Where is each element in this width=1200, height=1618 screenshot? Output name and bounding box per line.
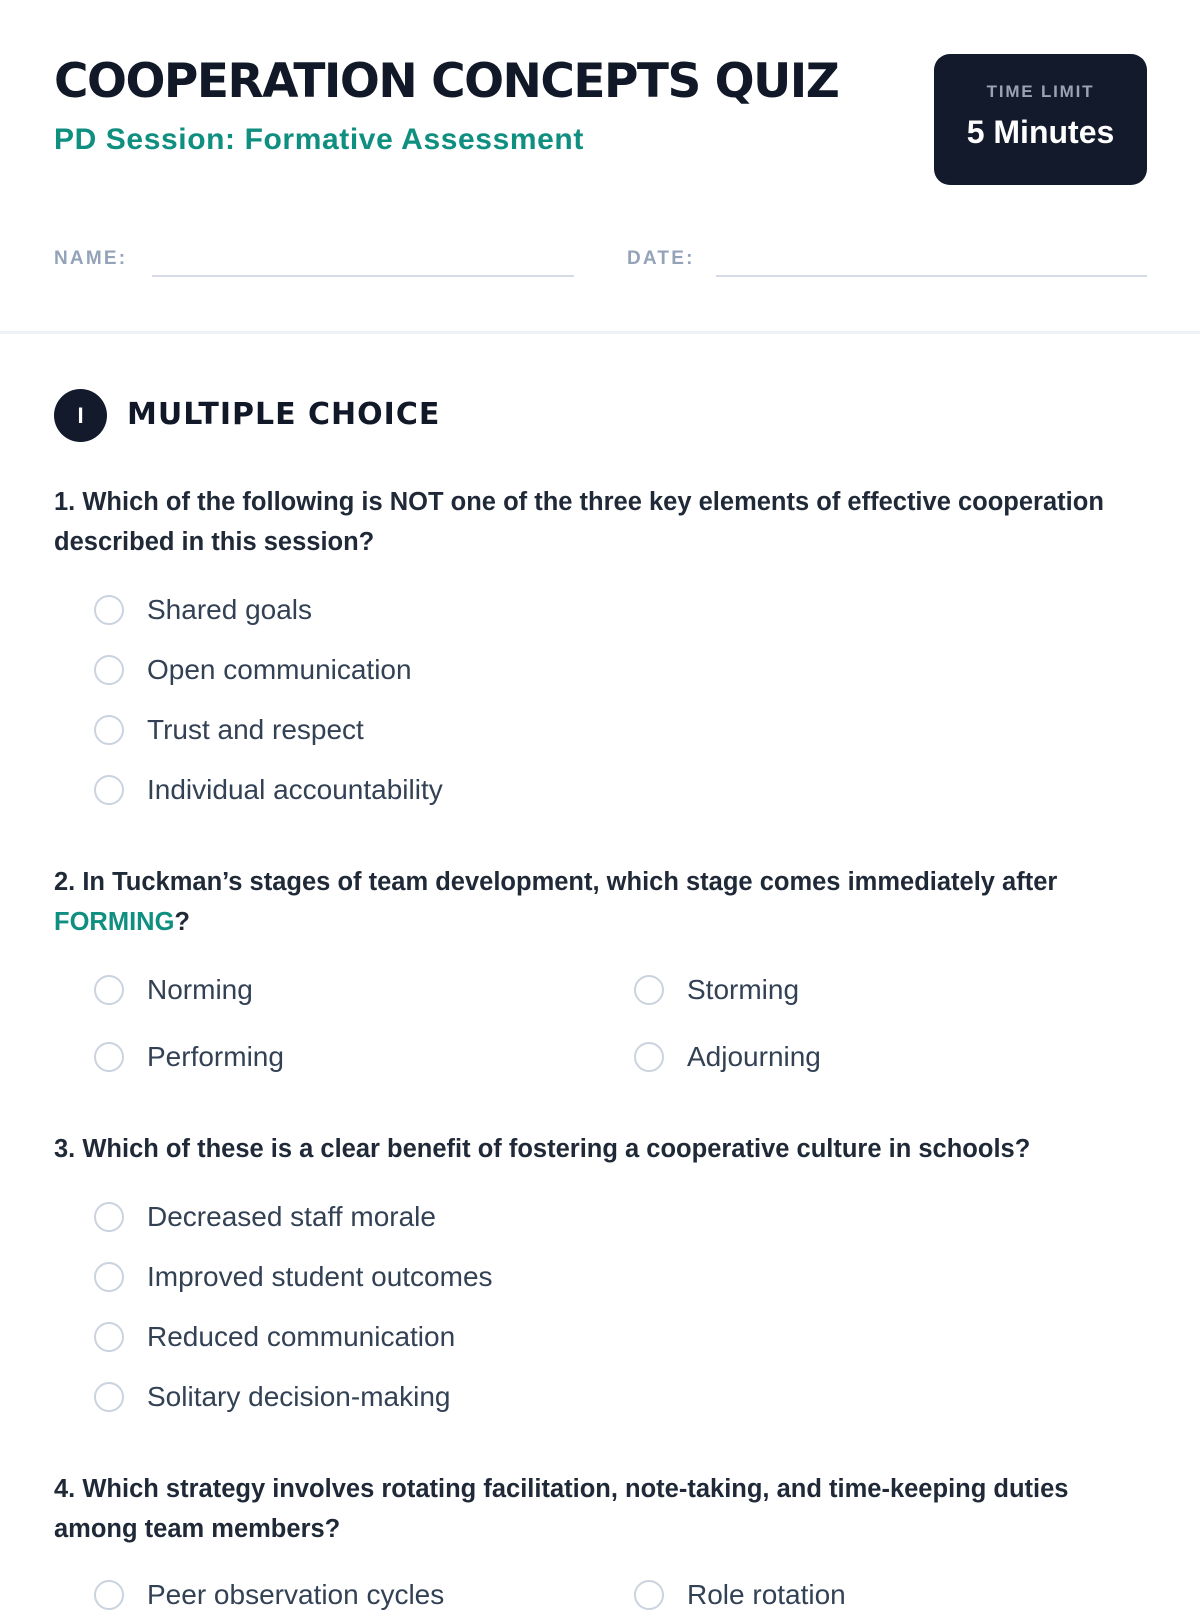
date-label: DATE:	[627, 248, 695, 269]
radio-button[interactable]	[94, 655, 124, 685]
quiz-header	[0, 0, 1200, 334]
radio-button[interactable]	[94, 1202, 124, 1232]
option-label: Norming	[147, 974, 253, 1005]
question-3	[54, 1129, 1154, 1169]
radio-button[interactable]	[94, 1042, 124, 1072]
question-highlight-term: FORMING	[54, 908, 175, 936]
radio-button[interactable]	[94, 775, 124, 805]
question-4	[54, 1469, 1154, 1549]
option-label: Peer observation cycles	[147, 1579, 445, 1610]
section-numeral-badge: I	[54, 389, 107, 442]
time-limit-badge	[934, 54, 1147, 185]
date-field[interactable]	[716, 275, 1147, 277]
question-1	[54, 482, 1154, 562]
radio-button[interactable]	[94, 1322, 124, 1352]
radio-button[interactable]	[94, 715, 124, 745]
radio-button[interactable]	[634, 975, 664, 1005]
time-limit-label: TIME LIMIT	[986, 82, 1095, 101]
radio-button[interactable]	[94, 595, 124, 625]
radio-button[interactable]	[94, 975, 124, 1005]
time-limit-value: 5 Minutes	[966, 114, 1115, 150]
radio-button[interactable]	[94, 1262, 124, 1292]
radio-button[interactable]	[634, 1042, 664, 1072]
option-label: Storming	[687, 974, 800, 1005]
option-label: Trust and respect	[147, 714, 364, 745]
option-label: Adjourning	[687, 1041, 821, 1072]
radio-button[interactable]	[94, 1580, 124, 1610]
question-text-end: ?	[174, 908, 190, 936]
option-label: Decreased staff morale	[147, 1201, 436, 1232]
question-text-start: 2. In Tuckman’s stages of team development, which stage comes immediately after	[54, 868, 1058, 896]
option-label: Solitary decision-making	[147, 1381, 451, 1412]
option-label: Role rotation	[687, 1579, 846, 1610]
radio-button[interactable]	[634, 1580, 664, 1610]
option-label: Shared goals	[147, 594, 313, 625]
option-label: Open communication	[147, 654, 412, 685]
question-2	[54, 862, 1154, 942]
option-label: Individual accountability	[147, 774, 443, 805]
quiz-title: COOPERATION CONCEPTS QUIZ	[54, 54, 839, 109]
question-text: 3. Which of these is a clear benefit of fostering a cooperative culture in schools?	[54, 1135, 1031, 1163]
name-label: NAME:	[54, 248, 128, 269]
option-label: Performing	[147, 1041, 284, 1072]
quiz-subtitle: PD Session: Formative Assessment	[54, 123, 584, 156]
question-text: 1. Which of the following is NOT one of the three key elements of effective cooperation described in this session?	[54, 488, 1104, 556]
option-label: Reduced communication	[147, 1321, 456, 1352]
question-text	[54, 862, 1154, 942]
radio-button[interactable]	[94, 1382, 124, 1412]
question-text: 4. Which strategy involves rotating facilitation, note-taking, and time-keeping duties among team members?	[54, 1475, 1069, 1543]
option-label: Improved student outcomes	[147, 1261, 493, 1292]
name-field[interactable]	[152, 275, 574, 277]
section-title: MULTIPLE CHOICE	[127, 397, 441, 432]
